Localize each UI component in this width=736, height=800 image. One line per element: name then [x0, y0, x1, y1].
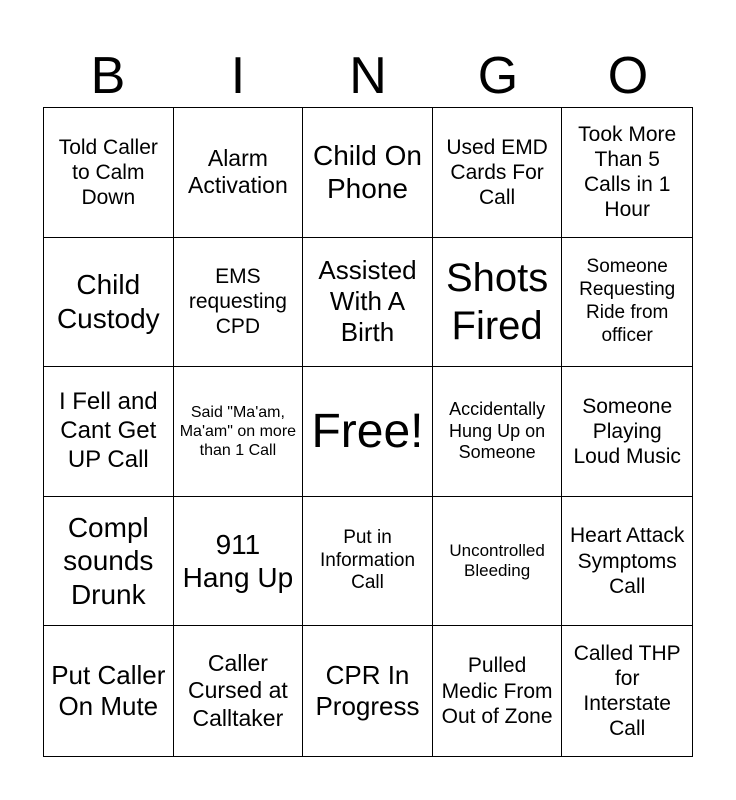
bingo-cell-text: Child Custody [56, 269, 160, 334]
bingo-cell-text: Compl sounds Drunk [63, 511, 154, 610]
bingo-cell-text: CPR In Progress [315, 660, 420, 722]
bingo-cell-text: Accidentally Hung Up on Someone [449, 399, 546, 463]
bingo-cell-text: Someone Requesting Ride from officer [579, 256, 676, 346]
bingo-cell-text: Said "Ma'am, Ma'am" on more than 1 Call [179, 403, 297, 460]
bingo-cell[interactable] [562, 626, 692, 756]
bingo-cell-text: Shots Fired [445, 255, 549, 348]
bingo-cell[interactable] [433, 238, 563, 368]
bingo-cell-text: Put Caller On Mute [51, 660, 166, 722]
bingo-cell-text: Called THP for Interstate Call [573, 641, 681, 741]
bingo-cell-text: Child On Phone [313, 139, 422, 205]
bingo-cell-text: EMS requesting CPD [188, 265, 287, 339]
bingo-cell[interactable] [44, 108, 174, 238]
bingo-cell[interactable] [562, 497, 692, 627]
bingo-cell[interactable] [174, 367, 304, 497]
bingo-cell-text: Used EMD Cards For Call [446, 135, 548, 209]
bingo-cell[interactable] [174, 497, 304, 627]
bingo-cell[interactable] [174, 108, 304, 238]
bingo-cell[interactable] [174, 238, 304, 368]
bingo-cell[interactable] [44, 238, 174, 368]
bingo-cell[interactable] [44, 367, 174, 497]
bingo-cell-text: Someone Playing Loud Music [573, 394, 681, 469]
bingo-cell[interactable] [562, 108, 692, 238]
bingo-cell-text: Put in Information Call [319, 526, 416, 594]
bingo-cell-text: 911 Hang Up [182, 528, 294, 594]
bingo-cell[interactable] [303, 108, 433, 238]
bingo-cell[interactable] [44, 626, 174, 756]
bingo-cell-text: Uncontrolled Bleeding [449, 540, 545, 581]
bingo-cell[interactable] [174, 626, 304, 756]
bingo-cell[interactable] [303, 497, 433, 627]
bingo-cell[interactable] [303, 238, 433, 368]
bingo-cell[interactable] [303, 626, 433, 756]
header-letter-o: O [607, 47, 649, 105]
bingo-board [43, 107, 693, 757]
bingo-cell-text: Pulled Medic From Out of Zone [441, 654, 553, 728]
bingo-cell-text: Assisted With A Birth [318, 255, 417, 348]
bingo-cell[interactable] [562, 238, 692, 368]
free-space-cell[interactable] [303, 367, 433, 497]
bingo-cell-text: Took More Than 5 Calls in 1 Hour [578, 122, 677, 222]
header-letter-b: B [90, 47, 126, 105]
bingo-cell[interactable] [433, 367, 563, 497]
bingo-cell-text: Told Caller to Calm Down [58, 135, 158, 209]
header-letter-g: G [477, 47, 519, 105]
bingo-cell-text: Heart Attack Symptoms Call [570, 524, 685, 598]
bingo-cell[interactable] [433, 108, 563, 238]
bingo-cell[interactable] [562, 367, 692, 497]
header-letter-n: N [349, 47, 387, 105]
bingo-cell[interactable] [44, 497, 174, 627]
bingo-cell[interactable] [433, 626, 563, 756]
bingo-header [43, 44, 693, 108]
header-letter-i: I [230, 47, 246, 105]
bingo-cell-text: I Fell and Cant Get UP Call [58, 388, 158, 473]
bingo-cell-text: Free! [311, 404, 424, 458]
bingo-cell-text: Caller Cursed at Calltaker [188, 649, 288, 731]
bingo-cell-text: Alarm Activation [188, 144, 288, 199]
bingo-cell[interactable] [433, 497, 563, 627]
